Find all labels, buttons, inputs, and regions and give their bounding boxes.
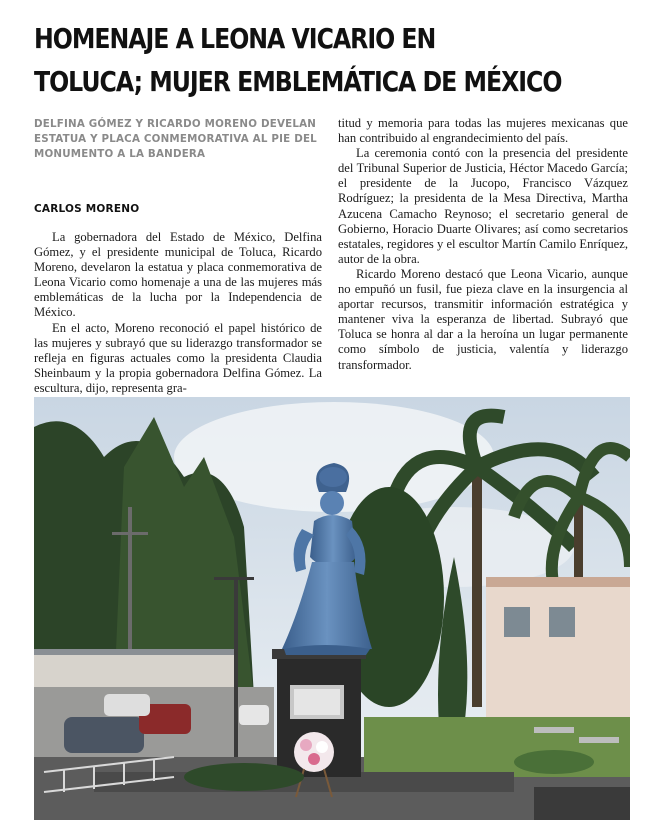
paragraph: Ricardo Moreno destacó que Leona Vicario, aunque no empuñó un fusil, fue pieza clave en la insurgencia al aportar recursos, transmitir información estratégica y mantener viva la esperanza de libertad. Subrayó que Toluca se honra al dar a la heroína un lugar permanente como símbolo de justicia, valentía y liderazgo transformador. [338,266,628,372]
statue-photo [34,397,630,820]
headline-line-1: HOMENAJE A LEONA VICARIO EN [34,23,436,55]
statue-photo-illustration [34,397,630,820]
headline [34,18,562,104]
headline-line-2: TOLUCA; MUJER EMBLEMÁTICA DE MÉXICO [34,66,562,98]
paragraph: La gobernadora del Estado de México, Delfina Gómez, y el presidente municipal de Toluca, Ricardo Moreno, develaron la estatua y placa conmemorativa de Leona Vicario como homenaje a una de las mujeres más emblemáticas de la lucha por la Independencia de México. [34,230,322,320]
body-column-2 [338,116,628,373]
article-deck: DELFINA GÓMEZ Y RICARDO MORENO DEVELAN ESTATUA Y PLACA CONMEMORATIVA AL PIE DEL MONUMENTO A LA BANDERA [34,118,317,160]
paragraph: titud y memoria para todas las mujeres mexicanas que han contribuido al engrandecimiento del país. [338,116,628,146]
byline: CARLOS MORENO [34,203,140,215]
paragraph: En el acto, Moreno reconoció el papel histórico de las mujeres y subrayó que su liderazgo transformador se refleja en figuras actuales como la presidenta Claudia Sheinbaum y la propia gobernadora Delfina Gómez. La escultura, dijo, representa gra- [34,320,322,395]
body-column-1 [34,230,322,396]
paragraph: La ceremonia contó con la presencia del presidente del Tribunal Superior de Justicia, Héctor Macedo García; el presidente de la Jucopo, Francisco Vázquez Rodríguez; la presidenta de la Mesa Directiva, Martha Azucena Camacho Reynoso; el secretario general de Gobierno, Horacio Duarte Olivares; así como secretarios estatales, regidores y el escultor Martín Camilo Enríquez, autor de la obra. [338,146,628,266]
